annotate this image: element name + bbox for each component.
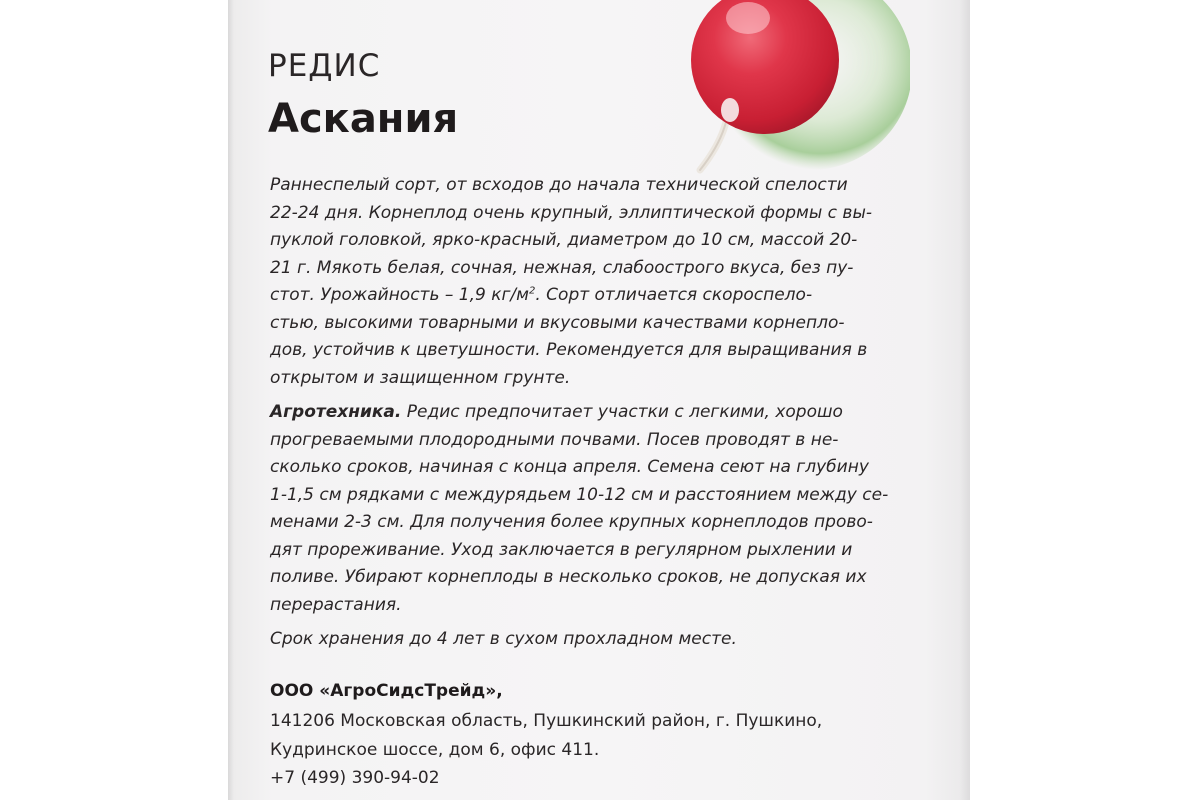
- agro-line: сколько сроков, начиная с конца апреля. Семена сеют на глубину: [270, 457, 869, 477]
- storage-note: Срок хранения до 4 лет в сухом прохладном месте.: [270, 629, 737, 649]
- description-line-yield: [270, 282, 872, 310]
- address-line: 141206 Московская область, Пушкинский район, г. Пушкино,: [270, 711, 823, 731]
- description-line: 21 г. Мякоть белая, сочная, нежная, слабоострого вкуса, без пу-: [270, 257, 854, 278]
- radish-illustration: [660, 0, 910, 200]
- agro-line-text: Редис предпочитает участки с легкими, хорошо: [401, 402, 843, 422]
- variety-name: Аскания: [268, 96, 459, 142]
- yield-line-tail: . Сорт отличается скороспело-: [535, 285, 813, 305]
- packet-left-edge: [228, 0, 234, 800]
- yield-unit-superscript: 2: [528, 285, 536, 297]
- company-name: ООО «АгроСидсТрейд»,: [270, 681, 503, 701]
- agro-line: прогреваемыми плодородными почвами. Посев проводят в не-: [270, 429, 839, 450]
- phone-number: +7 (499) 390-94-02: [270, 768, 440, 788]
- description-line: 22-24 дня. Корнеплод очень крупный, эллиптической формы с вы-: [270, 202, 872, 223]
- agro-line: дят прореживание. Уход заключается в регулярном рыхлении и: [270, 539, 853, 560]
- radish-highlight: [726, 2, 770, 34]
- radish-root: [700, 122, 726, 170]
- description-line: пуклой головкой, ярко-красный, диаметром до 10 см, массой 20-: [270, 230, 858, 250]
- seed-packet: [228, 0, 970, 800]
- storage-paragraph: [270, 626, 737, 654]
- description-line: Раннеспелый сорт, от всходов до начала технической спелости: [270, 175, 848, 195]
- agrotechnics-paragraph: [270, 399, 888, 619]
- description-line: стью, высокими товарными и вкусовыми качествами корнеплo-: [270, 312, 845, 333]
- agro-line: [270, 399, 888, 427]
- agro-line: менами 2-3 см. Для получения более крупных корнеплодов прово-: [270, 512, 873, 532]
- agro-line: 1-1,5 см рядками с междурядьем 10-12 см и расстоянием между се-: [270, 484, 889, 505]
- description-paragraph: [270, 172, 872, 392]
- agro-line: перерастания.: [270, 594, 402, 615]
- description-line: дов, устойчив к цветушности. Рекомендуется для выращивания в: [270, 340, 868, 360]
- description-line: открытом и защищенном грунте.: [270, 367, 571, 388]
- yield-text: стот. Урожайность – 1,9 кг/м: [270, 285, 529, 305]
- packet-right-edge: [960, 0, 970, 800]
- agro-label: Агротехника.: [270, 402, 402, 422]
- crop-name: РЕДИС: [268, 48, 381, 84]
- agro-line: поливе. Убирают корнеплоды в несколько сроков, не допуская их: [270, 567, 867, 587]
- address-line: Кудринское шоссе, дом 6, офис 411.: [270, 740, 600, 760]
